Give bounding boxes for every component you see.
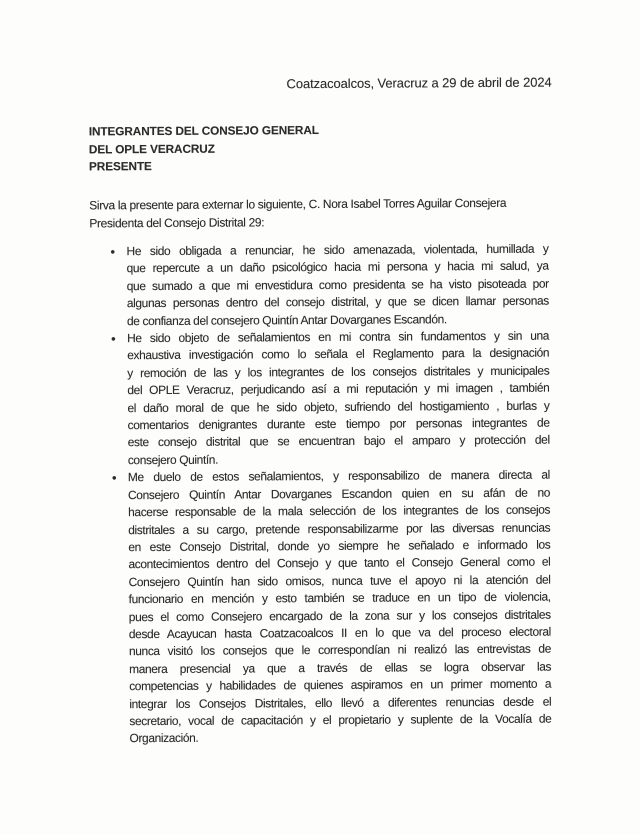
bullet-last-line: consejero Quintín. [127,452,219,468]
intro-line-1: Sirva la presente para externar lo siguiente, C. Nora Isabel Torres Aguilar Consejera [89,195,507,213]
intro-line-2: Presidenta del Consejo Distrital 29: [89,215,265,231]
bullet-body: • He sido objeto de señalamientos en mi contra sin fundamentos y sin una exhaustiva investigación como lo señala el Reglamento para la designación y remoción de las y los integrantes de los consejos distritales y municipales del OPLE Veracruz, perjudicando así a mi reputación y mi imagen , también el daño moral de que he sido objeto, sufriendo del hostigamiento , burlas y comentarios denigrantes durante este tiempo por personas integrantes de este consejo distrital que se encuentran bajo el amparo y protección del [127,328,550,450]
recipient-line-2: DEL OPLE VERACRUZ [88,141,215,157]
recipient-line-1: INTEGRANTES DEL CONSEJO GENERAL [88,123,319,139]
bullet-list [108,241,551,748]
recipient-line-3: PRESENTE [88,159,152,174]
recipient-block [89,122,319,176]
date-line: Coatzacoalcos, Veracruz a 29 de abril de 2024 [286,74,552,92]
bullet-last-line: Organización. [129,731,199,746]
bullet-item-1 [108,241,549,331]
bullet-item-3 [110,467,552,748]
intro-paragraph [89,194,559,233]
bullet-item-2 [109,328,550,470]
bullet-body: • He sido obligada a renunciar, he sido amenazada, violentada, humillada y que repercute a un daño psicológico hacia mi persona y hacia mi salud, ya que sumado a que mi envestidura como presidenta se ha visto pisoteada por algunas personas dentro del consejo distrital, y que se dicen llamar personas [126,241,549,311]
bullet-last-line: de confianza del consejero Quintín Antar Dovarganes Escandón. [126,311,447,328]
bullet-body: • Me duelo de estos señalamientos, y responsabilizo de manera directa al Consejero Quintín Antar Dovarganes Escandon quien en su afán de no hacerse responsable de la mala selección de los integrantes de los consejos distritales a su cargo, pretende responsabilizarme por las diversas renuncias en este Consejo Distrital, donde yo siempre he señalado e informado los acontecimientos dentro del Consejo y que tanto el Consejo General como el Consejero Quintín han sido omisos, nunca tuve el apoyo ni la atención del funcionario en mención y esto también se traduce en un tipo de violencia, pues el como Consejero encargado de la zona sur y los consejos distritales desde Acayucan hasta Coatzacoalcos II en lo que va del proceso electoral nunca visitó los consejos que le correspondían ni realizó las entrevistas de manera presencial ya que a través de ellas se logra observar las competencias y habilidades de quienes aspiramos en un primer momento a integrar los Consejos Distritales, ello llevó a diferentes renuncias desde el secretario, vocal de capacitación y el propietario y suplente de la Vocalía de [127,467,552,729]
